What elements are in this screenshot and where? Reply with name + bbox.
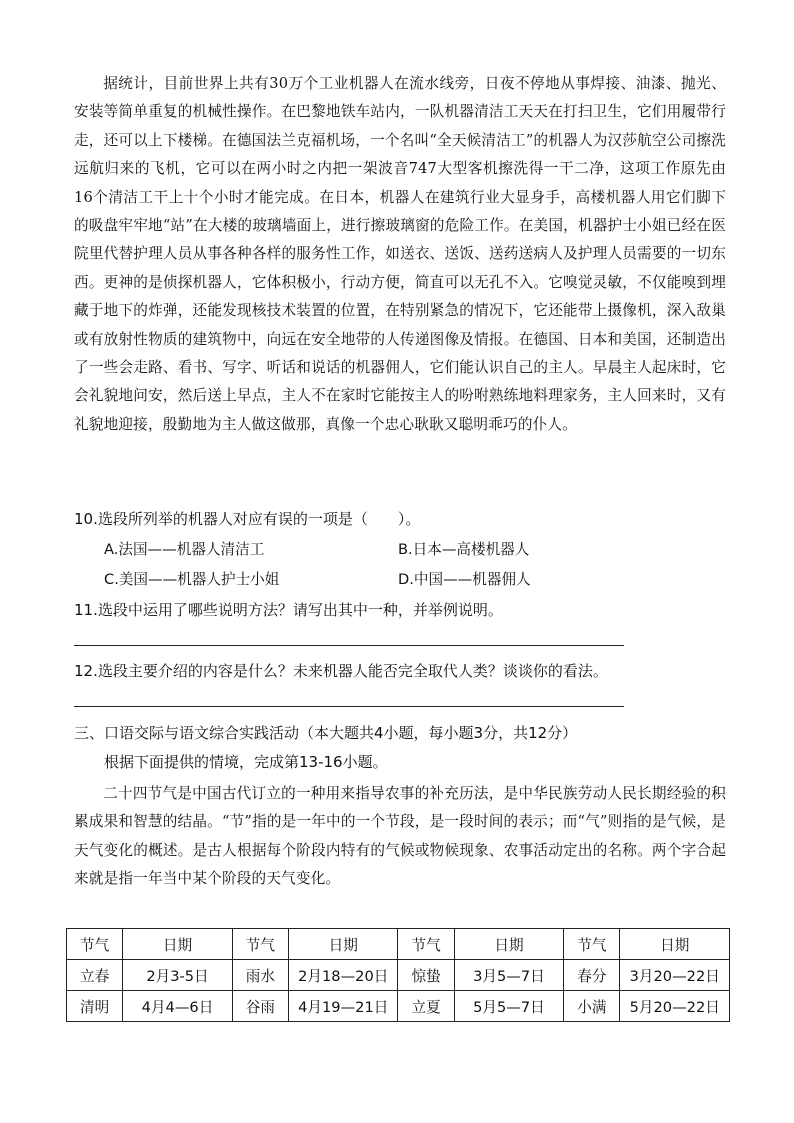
solar-terms-table <box>66 928 730 1022</box>
table-cell: 5月20—22日 <box>620 991 730 1022</box>
table-cell: 3月20—22日 <box>620 960 730 991</box>
table-row <box>67 991 730 1022</box>
table-header-cell: 节气 <box>398 929 454 960</box>
reading-passage-robots <box>74 70 726 439</box>
option-c: C.美国——机器人护士小姐 <box>104 571 280 588</box>
table-header-cell: 日期 <box>620 929 730 960</box>
section-3-title: 三、口语交际与语文综合实践活动（本大题共4小题，每小题3分，共12分） <box>74 724 578 742</box>
question-12: 12.选段主要介绍的内容是什么？未来机器人能否完全取代人类？谈谈你的看法。 <box>74 662 608 680</box>
table-cell: 春分 <box>564 960 620 991</box>
solar-terms-paragraph: 二十四节气是中国古代订立的一种用来指导农事的补充历法，是中华民族劳动人民长期经验的积累成果和智慧的结晶。“节”指的是一年中的一个节段，是一段时间的表示；而“气”则指的是气候，是天气变化的概述。是古人根据每个阶段内特有的气候或物候现象、农事活动定出的名称。两个字合起来就是指一年当中某个阶段的天气变化。 <box>74 785 726 888</box>
table-cell: 谷雨 <box>232 991 288 1022</box>
table-cell: 4月4—6日 <box>123 991 232 1022</box>
table-cell: 小满 <box>564 991 620 1022</box>
table-cell: 5月5—7日 <box>454 991 563 1022</box>
option-d: D.中国——机器佣人 <box>398 571 531 588</box>
question-10-stem: 10.选段所列举的机器人对应有误的一项是（ ）。 <box>74 510 421 528</box>
table-header-cell: 日期 <box>123 929 232 960</box>
table-cell: 雨水 <box>232 960 288 991</box>
table-header-cell: 节气 <box>564 929 620 960</box>
option-b: B.日本—高楼机器人 <box>398 541 530 558</box>
solar-terms-passage <box>74 780 726 894</box>
table-header-cell: 日期 <box>289 929 398 960</box>
table-header-row <box>67 929 730 960</box>
table-row <box>67 960 730 991</box>
option-a: A.法国——机器人清洁工 <box>104 541 265 558</box>
table-cell: 2月3-5日 <box>123 960 232 991</box>
answer-line-12 <box>74 706 624 707</box>
passage-paragraph: 据统计，目前世界上共有30万个工业机器人在流水线旁，日夜不停地从事焊接、油漆、抛光、安装等简单重复的机械性操作。在巴黎地铁车站内，一队机器清洁工天天在打扫卫生，它们用履带行走，还可以上下楼梯。在德国法兰克福机场，一个名叫“全天候清洁工”的机器人为汉莎航空公司擦洗远航归来的飞机，它可以在两小时之内把一架波音747大型客机擦洗得一干二净，这项工作原先由16个清洁工干上十个小时才能完成。在日本，机器人在建筑行业大显身手，高楼机器人用它们脚下的吸盘牢牢地“站”在大楼的玻璃墙面上，进行擦玻璃窗的危险工作。在美国，机器护士小姐已经在医院里代替护理人员从事各种各样的服务性工作，如送衣、送饭、送药送病人及护理人员需要的一切东西。更神的是侦探机器人，它体积极小，行动方便，简直可以无孔不入。它嗅觉灵敏，不仅能嗅到埋藏于地下的炸弹，还能发现核技术装置的位置，在特别紧急的情况下，它还能带上摄像机，深入敌巢或有放射性物质的建筑物中，向远在安全地带的人传递图像及情报。在德国、日本和美国，还制造出了一些会走路、看书、写字、听话和说话的机器佣人，它们能认识自己的主人。早晨主人起床时，它会礼貌地问安，然后送上早点，主人不在家时它能按主人的吩咐熟练地料理家务，主人回来时，又有礼貌地迎接，殷勤地为主人做这做那，真像一个忠心耿耿又聪明乖巧的仆人。 <box>74 75 726 433</box>
section-3-intro: 根据下面提供的情境，完成第13-16小题。 <box>104 753 388 771</box>
table-header-cell: 日期 <box>454 929 563 960</box>
table-cell: 4月19—21日 <box>289 991 398 1022</box>
table-cell: 惊蛰 <box>398 960 454 991</box>
table-cell: 立春 <box>67 960 123 991</box>
table-header-cell: 节气 <box>232 929 288 960</box>
question-11: 11.选段中运用了哪些说明方法？请写出其中一种，并举例说明。 <box>74 601 503 619</box>
answer-line-11 <box>74 645 624 646</box>
table-header-cell: 节气 <box>67 929 123 960</box>
table-cell: 清明 <box>67 991 123 1022</box>
table-cell: 立夏 <box>398 991 454 1022</box>
table-cell: 3月5—7日 <box>454 960 563 991</box>
table-cell: 2月18—20日 <box>289 960 398 991</box>
